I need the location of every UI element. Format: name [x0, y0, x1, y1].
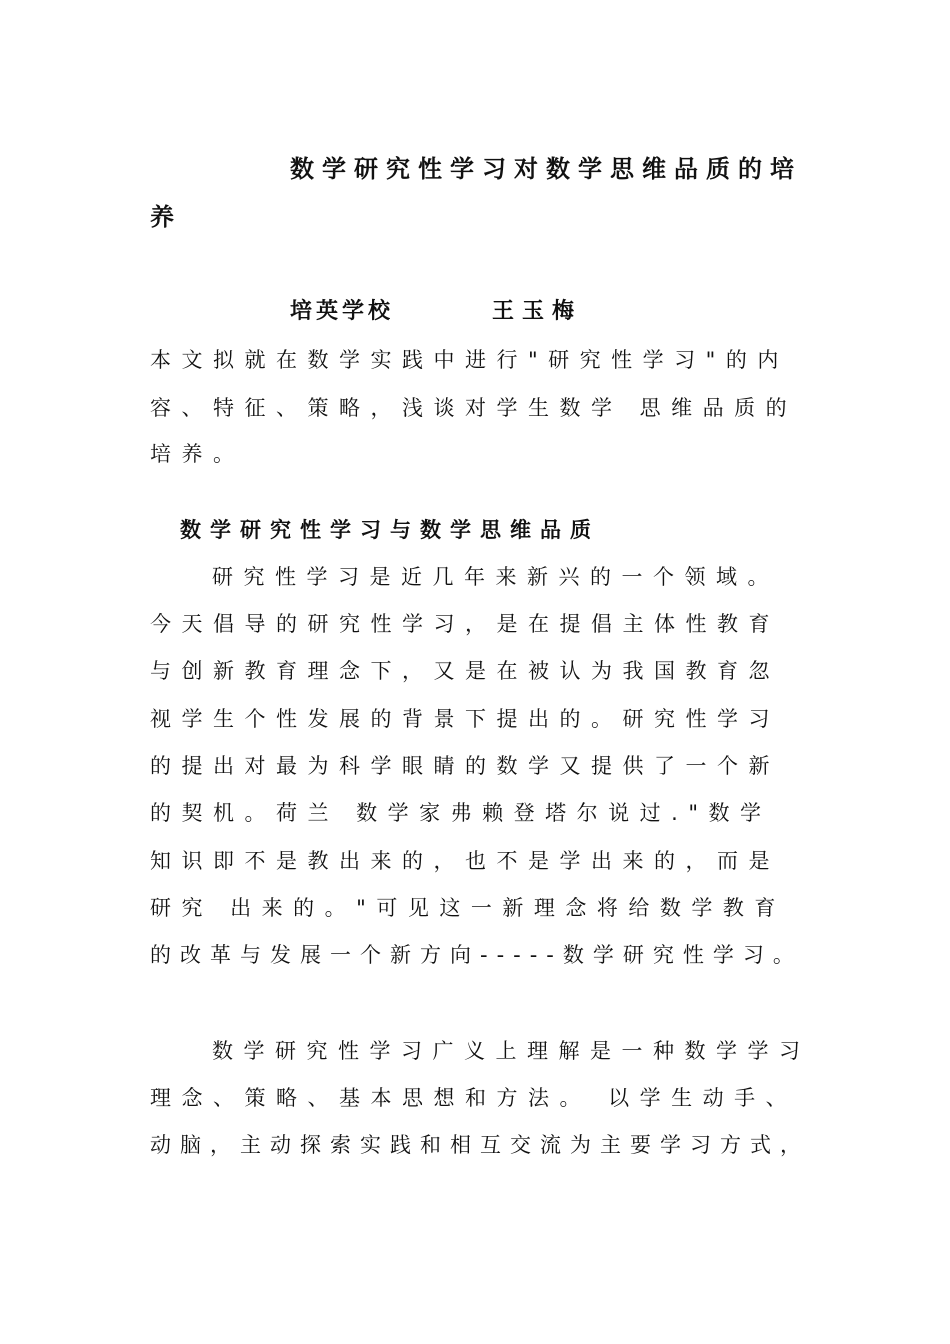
paragraph-line: 理念、策略、基本思想和方法。 以学生动手、 [150, 1086, 798, 1110]
paragraph-line: 视学生个性发展的背景下提出的。研究性学习 [150, 707, 780, 731]
document-title-line-1: 数学研究性学习对数学思维品质的培 [290, 155, 802, 183]
paragraph-line: 的提出对最为科学眼睛的数学又提供了一个新 [150, 754, 780, 778]
paragraph-line: 研究性学习是近几年来新兴的一个领域。 [212, 565, 779, 589]
author-school: 培英学校 [290, 299, 395, 324]
abstract-line-3: 培养。 [150, 442, 245, 466]
paragraph-line: 的契机。荷兰 数学家弗赖登塔尔说过."数学 [150, 801, 772, 825]
abstract-line-2: 容、特征、策略，浅谈对学生数学 思维品质的 [150, 396, 798, 420]
section-heading: 数学研究性学习与数学思维品质 [180, 518, 600, 542]
abstract-line-1: 本文拟就在数学实践中进行"研究性学习"的内 [150, 348, 789, 372]
paragraph-line: 动脑，主动探索实践和相互交流为主要学习方式， [150, 1133, 810, 1157]
paragraph-line: 知识即不是教出来的，也不是学出来的，而是 [150, 849, 780, 873]
document-title-line-2: 养 [150, 203, 182, 231]
author-name: 王玉梅 [492, 299, 583, 324]
paragraph-line: 与创新教育理念下，又是在被认为我国教育忽 [150, 659, 780, 683]
paragraph-line: 研究 出来的。"可见这一新理念将给数学教育 [150, 896, 786, 920]
paragraph-line: 今天倡导的研究性学习，是在提倡主体性教育 [150, 612, 780, 636]
paragraph-line: 的改革与发展一个新方向-----数学研究性学习。 [150, 943, 803, 967]
paragraph-line: 数学研究性学习广义上理解是一种数学学习 [212, 1039, 811, 1063]
